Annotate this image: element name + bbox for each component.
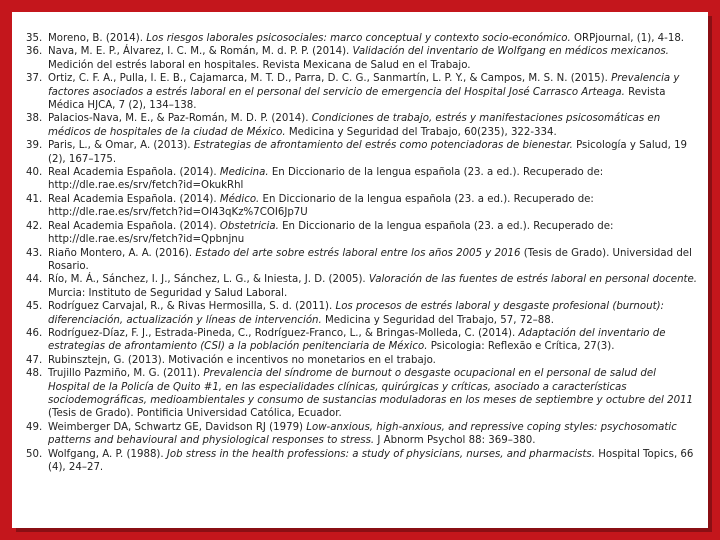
reference-number: 48. bbox=[26, 368, 43, 380]
reference-text: En Diccionario de la lengua española (23. a ed.). Recuperado de: http://dle.rae.es/srv/fetch?id=Qpbnjnu bbox=[48, 220, 614, 246]
reference-text: Real Academia Española. (2014). bbox=[48, 167, 220, 179]
reference-text: Río, M. Á., Sánchez, I. J., Sánchez, L. G., & Iniesta, J. D. (2005). bbox=[48, 274, 369, 286]
reference-text: (Tesis de Grado). Pontificia Universidad Católica, Ecuador. bbox=[48, 408, 342, 420]
reference-text: Riaño Montero, A. A. (2016). bbox=[48, 247, 196, 259]
reference-title-text: Medicina. bbox=[219, 167, 269, 179]
reference-number: 49. bbox=[26, 421, 43, 433]
reference-item bbox=[26, 45, 698, 72]
reference-title-text: Los riesgos laborales psicosociales: marco conceptual y contexto socio-económico. bbox=[146, 33, 571, 44]
reference-number: 44. bbox=[26, 274, 43, 286]
reference-item bbox=[26, 247, 698, 274]
reference-text: Hospital Topics, 66 (4), 24–27. bbox=[48, 448, 694, 473]
reference-title-text: Validación del inventario de Wolfgang en médicos mexicanos. bbox=[352, 46, 669, 58]
reference-text: (Tesis de Grado). Universidad del Rosario. bbox=[48, 247, 692, 272]
reference-title-text: Estrategias de afrontamiento del estrés como potenciadoras de bienestar. bbox=[193, 140, 573, 152]
reference-text: Rubinsztejn, G. (2013). Motivación e incentivos no monetarios en el trabajo. bbox=[48, 354, 436, 366]
reference-text: Rodríguez-Díaz, F. J., Estrada-Pineda, C., Rodríguez-Franco, L., & Bringas-Molleda, C. (2014). bbox=[48, 327, 519, 339]
reference-number: 37. bbox=[26, 73, 43, 85]
reference-text: Psicología y Salud, 19 (2), 167–175. bbox=[48, 140, 688, 165]
reference-text: Trujillo Pazmiño, M. G. (2011). bbox=[48, 368, 204, 380]
reference-item bbox=[26, 166, 698, 193]
reference-title-text: Estado del arte sobre estrés laboral entre los años 2005 y 2016 bbox=[195, 247, 521, 259]
reference-title-text: Prevalencia del síndrome de burnout o desgaste ocupacional en el personal de salud del Hospital de la Policía de Quito #1, en las especialidades clínicas, quirúrgicas y críticas, asociado a características sociodemográficas, medioambientales y consumo de sustancias moduladoras en los meses de septiembre y octubre del 2011 bbox=[48, 368, 694, 406]
reference-number: 43. bbox=[26, 247, 43, 259]
slide-page bbox=[12, 12, 708, 528]
reference-text: Psicologia: Reflexão e Crítica, 27(3). bbox=[427, 341, 615, 353]
reference-title-text: Los procesos de estrés laboral y desgaste profesional (burnout): diferenciación, actualización y líneas de intervención. bbox=[48, 301, 664, 326]
reference-number: 50. bbox=[26, 448, 43, 460]
reference-item bbox=[26, 72, 698, 112]
reference-number: 40. bbox=[26, 167, 43, 179]
reference-text: Medición del estrés laboral en hospitales. Revista Mexicana de Salud en el Trabajo. bbox=[48, 59, 471, 71]
reference-item bbox=[26, 32, 698, 45]
reference-title-text: Obstetricia. bbox=[219, 220, 279, 232]
reference-item bbox=[26, 220, 698, 247]
reference-number: 38. bbox=[26, 113, 43, 125]
reference-text: Palacios-Nava, M. E., & Paz-Román, M. D. P. (2014). bbox=[48, 113, 312, 125]
reference-text: En Diccionario de la lengua española (23. a ed.). Recuperado de: http://dle.rae.es/srv/fetch?id=OI43qKz%7COI6Jp7U bbox=[48, 193, 594, 219]
reference-text: ORPjournal, (1), 4-18. bbox=[570, 33, 685, 44]
reference-title-text: Condiciones de trabajo, estrés y manifestaciones psicosomáticas en médicos de hospitales de la ciudad de México. bbox=[48, 113, 661, 138]
reference-text: Medicina y Seguridad del Trabajo, 60(235), 322-334. bbox=[285, 126, 557, 138]
reference-text: J Abnorm Psychol 88: 369–380. bbox=[374, 435, 536, 447]
reference-text: Moreno, B. (2014). bbox=[48, 33, 147, 44]
reference-text: Medicina y Seguridad del Trabajo, 57, 72–88. bbox=[321, 314, 554, 326]
reference-item bbox=[26, 421, 698, 448]
reference-title-text: Prevalencia y factores asociados a estrés laboral en el personal del servicio de emergencia del Hospital José Carrasco Arteaga. bbox=[48, 73, 680, 98]
reference-text: Ortiz, C. F. A., Pulla, I. E. B., Cajamarca, M. T. D., Parra, D. C. G., Sanmartín, L. P. Y., & Campos, M. S. N. (2015). bbox=[48, 73, 612, 85]
reference-number: 36. bbox=[26, 46, 43, 58]
reference-number: 39. bbox=[26, 140, 43, 152]
reference-text: Weimberger DA, Schwartz GE, Davidson RJ (1979) bbox=[48, 421, 307, 433]
reference-text: En Diccionario de la lengua española (23. a ed.). Recuperado de: http://dle.rae.es/srv/fetch?id=OkukRhl bbox=[48, 167, 604, 192]
reference-item bbox=[26, 448, 698, 475]
reference-text: Nava, M. E. P., Álvarez, I. C. M., & Román, M. d. P. P. (2014). bbox=[48, 46, 353, 58]
reference-number: 42. bbox=[26, 220, 43, 232]
reference-text: Wolfgang, A. P. (1988). bbox=[48, 448, 167, 460]
reference-item bbox=[26, 193, 698, 220]
reference-text: Revista Médica HJCA, 7 (2), 134–138. bbox=[48, 86, 666, 112]
reference-text: Rodríguez Carvajal, R., & Rivas Hermosilla, S. d. (2011). bbox=[48, 301, 336, 313]
reference-item bbox=[26, 139, 698, 166]
reference-item bbox=[26, 273, 698, 300]
reference-text: Real Academia Española. (2014). bbox=[48, 220, 220, 232]
reference-title-text: Médico. bbox=[219, 193, 260, 205]
reference-number: 45. bbox=[26, 301, 43, 313]
reference-list bbox=[26, 32, 698, 474]
reference-text: Real Academia Española. (2014). bbox=[48, 193, 220, 205]
reference-item bbox=[26, 327, 698, 354]
reference-number: 47. bbox=[26, 354, 43, 366]
reference-number: 41. bbox=[26, 193, 43, 205]
reference-item bbox=[26, 354, 698, 367]
reference-text: Murcia: Instituto de Seguridad y Salud Laboral. bbox=[48, 287, 288, 299]
reference-title-text: Low-anxious, high-anxious, and repressive coping styles: psychosomatic patterns and behavioural and physiological responses to stress. bbox=[48, 421, 677, 447]
reference-title-text: Adaptación del inventario de estrategias de afrontamiento (CSI) a la población penitenciaria de México. bbox=[48, 327, 666, 353]
reference-text: Paris, L., & Omar, A. (2013). bbox=[48, 140, 194, 152]
reference-title-text: Job stress in the health professions: a study of physicians, nurses, and pharmacists. bbox=[166, 448, 595, 460]
reference-number: 35. bbox=[26, 33, 43, 44]
reference-number: 46. bbox=[26, 327, 43, 339]
reference-item bbox=[26, 112, 698, 139]
reference-title-text: Valoración de las fuentes de estrés laboral en personal docente. bbox=[368, 274, 698, 286]
reference-item bbox=[26, 300, 698, 327]
reference-item bbox=[26, 367, 698, 421]
